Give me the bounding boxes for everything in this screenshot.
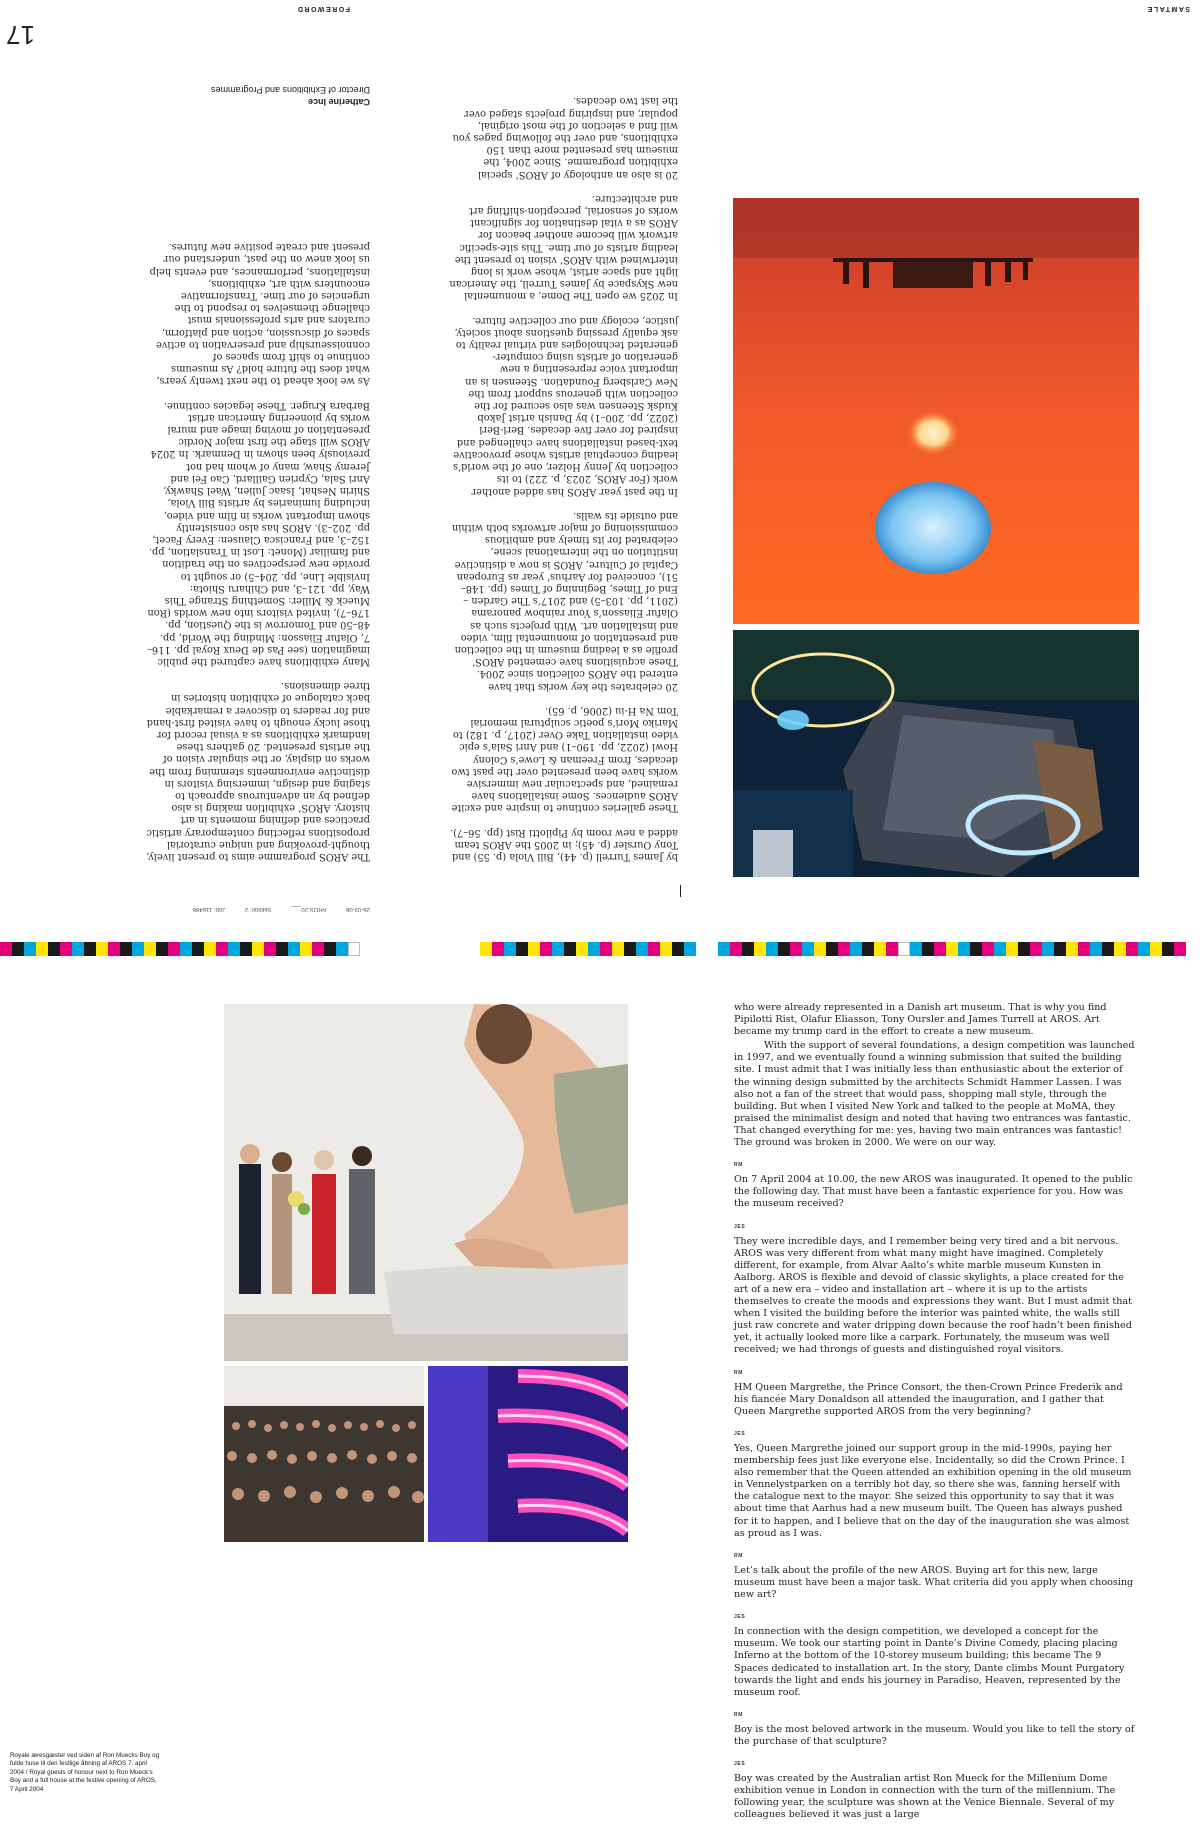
signature-name: Catherine Ince (307, 97, 370, 107)
foreword-column-2 (145, 228, 370, 862)
photo-caption: Royale æresgæster ved siden af Ron Muecks Boy og fulde huse til den festlige åbning af AROS 7. april 2004 / Royal guests of honour next to Ron Mueck’s Boy and a full house at the festive opening of AROS, 7 April 2004 (10, 1752, 160, 1793)
speaker-label: RM (734, 1162, 743, 1169)
interview-block (734, 1550, 1138, 1601)
slug-file: AROS 20___ (291, 906, 327, 912)
fold-mark (680, 885, 681, 897)
slug-date: 26-03-06 (345, 906, 370, 912)
running-head-foreword: FOREWORD (296, 5, 350, 12)
interview-text: Boy was created by the Australian artist Ron Mueck for the Millenium Dome exhibition venue in London in connection with the turn of the millennium. The following year, the sculpture was shown at the Venice Biennale. Several of my colleagues believed it was just a large (734, 1773, 1116, 1821)
speaker-label: JES (734, 1430, 746, 1437)
interview-block (734, 1040, 1138, 1149)
paragraph: These galleries continue to inspire and excite AROS audiences. Some installations have remained, and spectacular new immersive works have been presented over the past two decades, from Freeman & Lowe’s Colony Howl (2022, pp. 190–1) and Anri Sala’s epic video installation Take Over (2017, p. 182) to Mariko Mori’s poetic sculptural memorial Tom Na H-iu (2006, p. 65). (451, 704, 678, 814)
aerial-night-photo (733, 630, 1139, 877)
paragraph: The AROS programme aims to present lively, thought-provoking and unique curatorial propositions reflecting contemporary artistic practices and defining moments in art history. AROS’ exhibition making is also defined by an adventurous approach to staging and design, immersing visitors in distinctive environments stemming from the works on display, or the singular vision of the artists presented. 20 gathers these landmark exhibitions as a visual record for those lucky enough to have visited first-hand and for readers to discover a remarkable back catalogue of exhibition histories in three dimensions. (146, 680, 370, 862)
paragraph: As we look ahead to the next twenty years, what does the future hold? As museums continue to shift from spaces of connoisseurship and preservation to active spaces of discussion, action and platform, curators and arts professionals must challenge themselves to respond to the urgencies of our time. Transformative encounters with art, exhibitions, installations, performances, and events help us look anew on the past, understand our present and create positive new futures. (149, 241, 370, 387)
interview-block (734, 1221, 1138, 1357)
print-slug (175, 906, 370, 912)
speaker-label: JES (734, 1614, 746, 1621)
interview-text: With the support of several foundations, a design competition was launched in 1997, and we eventually found a winning submission that suited the building site. I must admit that I was initially less than enthusiastic about the exterior of the winning design submitted by the architects Schmidt Hammer Lassen. I was also not a fan of the street that would pass, shopping mall style, through the building. But when I visited New York and talked to the people at MoMA, they praised the minimalist design and noted that having two entrances was fantastic. That changed everything for me: yes, having two main entrances was fantastic! The ground was broken in 2000. We were on our way. (734, 1040, 1135, 1149)
interview-block (734, 1709, 1138, 1748)
paragraph: In 2025 we open The Dome, a monumental new Skyspace by James Turrell, the American light and space artist, whose work is long intertwined with AROS’ vision to present the leading artists of our time. This site-specific artwork will become another beacon for AROS as a vital destination for significant works of sensorial, perception-shifting art and architecture. (449, 192, 678, 302)
interview-block (734, 1428, 1138, 1540)
pink-staircase-photo (428, 1366, 628, 1542)
paragraph: Many exhibitions have captured the public imagination (see Pas de Deux Royal pp. 116–7, Olafur Eliasson: Minding the World, pp. 48–50 and Tomorrow is the Question, pp. 176–7), invited visitors into new worlds (Ron Mueck & Miller: Something Strange This Way, pp. 121–3, and Chiharu Shiota: Invisible Line, pp. 204–5) or sought to provide new perspectives on the tradition and familiar (Monet: Lost in Translation, pp. 152–3, and Francisca Clausen: Every Facet, pp. 202–3). AROS has also consistently shown important works in film and video, including luminaries by artists Bill Viola, Shirin Neshat, Isaac Julien, Wael Shawky, Anri Sala, Cyprien Gaillard, Cao Fei and Jeremy Shaw, many of whom had not previously been shown in Denmark. In 2024 AROS will stage the first major Nordic presentation of moving image and mural works by pioneering American artist Barbara Kruger. These legacies continue. (147, 399, 370, 667)
interview-text: Let’s talk about the profile of the new AROS. Buying art for this new, large museum must have been a major task. What criteria did you apply when choosing new art? (734, 1564, 1134, 1601)
interview-text: On 7 April 2004 at 10.00, the new AROS was inaugurated. It opened to the public the following day. That must have been a fantastic experience for you. How was the museum received? (734, 1174, 1133, 1210)
interview-column (734, 1002, 1138, 1824)
opening-crowd-photo (224, 1366, 424, 1542)
speaker-label: JES (734, 1761, 746, 1768)
interview-block (734, 1159, 1138, 1210)
interview-text: Yes, Queen Margrethe joined our support group in the mid-1990s, paying her membership fees just like everyone else. Incidentally, so did the Crown Prince. I also remember that the Queen attended an exhibition opening in the old museum in Vennelystparken on a terribly hot day, so there she was, fanning herself with the catalogue next to the mayor. She seized this opportunity to say that it was about time that Aarhus had a new museum built. The Queen has always pushed for it to happen, and I believe that on the day of the inauguration she was almost as proud as I was. (734, 1443, 1132, 1539)
interview-block (734, 1002, 1138, 1038)
interview-block (734, 1758, 1138, 1821)
paragraph: 20 celebrates the key works that have entered the AROS collection since 2004. These acquisitions have cemented AROS’ profile as a leading museum in the collection and presentation of monumental film, video and installation art. With projects such as Olafur Eliasson’s Your rainbow panorama (2011, pp. 103–5) and 2017’s The Garden – End of Times, Beginning of Times (pp. 148–51), conceived for Aarhus’ year as European Capital of Culture, AROS is now a distinctive institution on the international scene, celebrated for its timely and ambitious commissioning of major artworks both within and outside its walls. (451, 509, 678, 692)
color-bar-right (718, 942, 1186, 956)
slug-section: Sektion: 2 (244, 906, 272, 912)
paragraph: In the past year AROS has added another work (For AROS, 2023, p. 222) to its collection by Jenny Holzer, one of the world’s leading conceptual artists whose provocative text-based installations have challenged and inspired for over five decades. Berl-Berl (2022, pp. 200–1) by Danish artist Jakob Kudsk Steensen was also secured for the collection with generous support from the New Carlsberg Foundation. Steensen is an important voice representing a new generation of artists using computer-generated technologies and virtual reality to ask equally pressing questions about society, justice, ecology and our collective future. (452, 314, 678, 497)
paragraph: by James Turrell (p. 44), Bill Viola (p. 55) and Tony Oursler (p. 45); in 2005 the AROS team added a new room by Pipilotti Rist (pp. 56–7). (450, 826, 678, 862)
signature-title: Director of Exhibitions and Programmes (210, 85, 370, 95)
interview-text: HM Queen Margrethe, the Prince Consort, the then-Crown Prince Frederik and his fiancée Mary Donaldson all attended the inauguration, and I gather that Queen Margrethe supported AROS from the very beginning? (734, 1381, 1123, 1417)
foreword-column-1 (448, 82, 678, 862)
interview-text: who were already represented in a Danish art museum. That is why you find Pipilotti Rist, Olafur Eliasson, Tony Oursler and James Turrell at AROS. Art became my trump card in the effort to create a new museum. (734, 1002, 1107, 1038)
interview-text: Boy is the most beloved artwork in the museum. Would you like to tell the story of the purchase of that sculpture? (734, 1723, 1135, 1747)
royal-guests-boy-photo (224, 1004, 628, 1361)
interview-text: In connection with the design competition, we developed a concept for the museum. We took our starting point in Dante’s Divine Comedy, placing placing Inferno at the bottom of the 10-storey museum building; this became The 9 Spaces dedicated to installation art. In the story, Dante climbs Mount Purgatory towards the light and ends his journey in Paradiso, Heaven, represented by the museum roof. (734, 1626, 1125, 1698)
page-number: 17 (6, 20, 35, 50)
color-bar-center (480, 942, 696, 956)
speaker-label: RM (734, 1552, 743, 1559)
signature (211, 84, 370, 108)
interview-block (734, 1367, 1138, 1418)
speaker-label: JES (734, 1223, 746, 1230)
interview-block (734, 1611, 1138, 1699)
interview-text: They were incredible days, and I remember being very tired and a bit nervous. AROS was very different from what many might have imagined. Completely different, for example, from Alvar Aalto’s white marble museum Kunsten in Aalborg. AROS is flexible and devoid of classic skylights, a place created for the art of a new era – video and installation art – where it is up to the artists themselves to create the moods and expressions they want. But I must admit that when I visited the building before the interior was painted white, the walls still just raw concrete and water dripping down because the roof hadn’t been finished yet, it actually looked more like a carpark. Fortunately, the museum was well received; we had throngs of guests and distinguished royal visitors. (734, 1235, 1132, 1356)
color-bar-left (0, 942, 360, 956)
speaker-label: RM (734, 1711, 743, 1718)
slug-job: Job: 116486 (192, 906, 226, 912)
paragraph: 20 is also an anthology of AROS’ special exhibition programme. Since 2004, the museum has presented more than 150 exhibitions, and over the following pages you will find a selection of the most original, popular, and inspiring projects staged over the last two decades. (452, 95, 678, 180)
speaker-label: RM (734, 1369, 743, 1376)
skyspace-photo (733, 198, 1139, 624)
running-head-samtale: SAMTALE (1146, 5, 1190, 12)
